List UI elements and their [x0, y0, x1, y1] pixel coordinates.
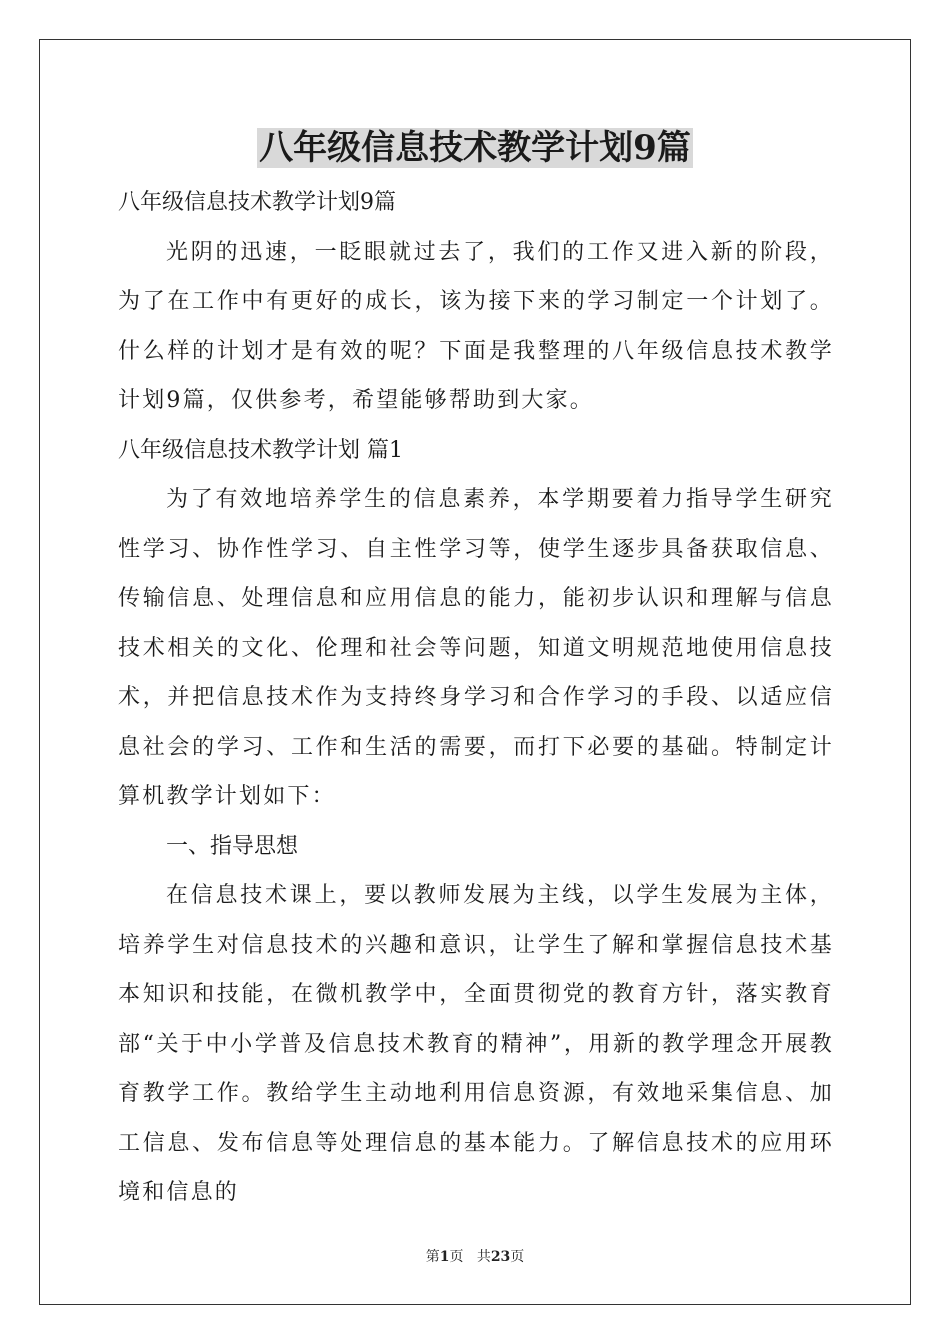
section-paragraph: 为了有效地培养学生的信息素养，本学期要着力指导学生研究性学习、协作性学习、自主性学习等，使学生逐步具备获取信息、传输信息、处理信息和应用信息的能力，能初步认识和理解与信息技术相关的文化、伦理和社会等问题，知道文明规范地使用信息技术，并把信息技术作为支持终身学习和合作学习的手段、以适应信息社会的学习、工作和生活的需要，而打下必要的基础。特制定计算机教学计划如下：	[118, 487, 834, 809]
intro-paragraph: 光阴的迅速，一眨眼就过去了，我们的工作又进入新的阶段，为了在工作中有更好的成长，该为接下来的学习制定一个计划了。什么样的计划才是有效的呢？下面是我整理的八年级信息技术教学计划9篇，仅供参考，希望能够帮助到大家。	[118, 239, 834, 413]
footer-total-pages: 23	[490, 1249, 511, 1265]
document-title	[0, 124, 950, 172]
page-footer	[0, 1247, 950, 1267]
footer-total-prefix: 共	[476, 1249, 491, 1265]
footer-page-prefix: 第	[425, 1249, 440, 1265]
footer-total-suffix: 页	[510, 1249, 525, 1265]
document-body	[118, 178, 834, 1218]
footer-page-suffix: 页	[449, 1249, 464, 1265]
document-title-text: 八年级信息技术教学计划9篇	[259, 128, 691, 168]
guiding-paragraph: 在信息技术课上，要以教师发展为主线，以学生发展为主体，培养学生对信息技术的兴趣和意识，让学生了解和掌握信息技术基本知识和技能，在微机教学中，全面贯彻党的教育方针，落实教育部“关于中小学普及信息技术教育的精神”，用新的教学理念开展教育教学工作。教给学生主动地利用信息资源，有效地采集信息、加工信息、发布信息等处理信息的基本能力。了解信息技术的应用环境和信息的	[118, 883, 834, 1205]
subtitle-line: 八年级信息技术教学计划9篇	[118, 190, 396, 215]
footer-page-number: 1	[439, 1249, 450, 1265]
sub-heading: 一、指导思想	[166, 833, 299, 859]
section-heading: 八年级信息技术教学计划 篇1	[118, 437, 403, 463]
